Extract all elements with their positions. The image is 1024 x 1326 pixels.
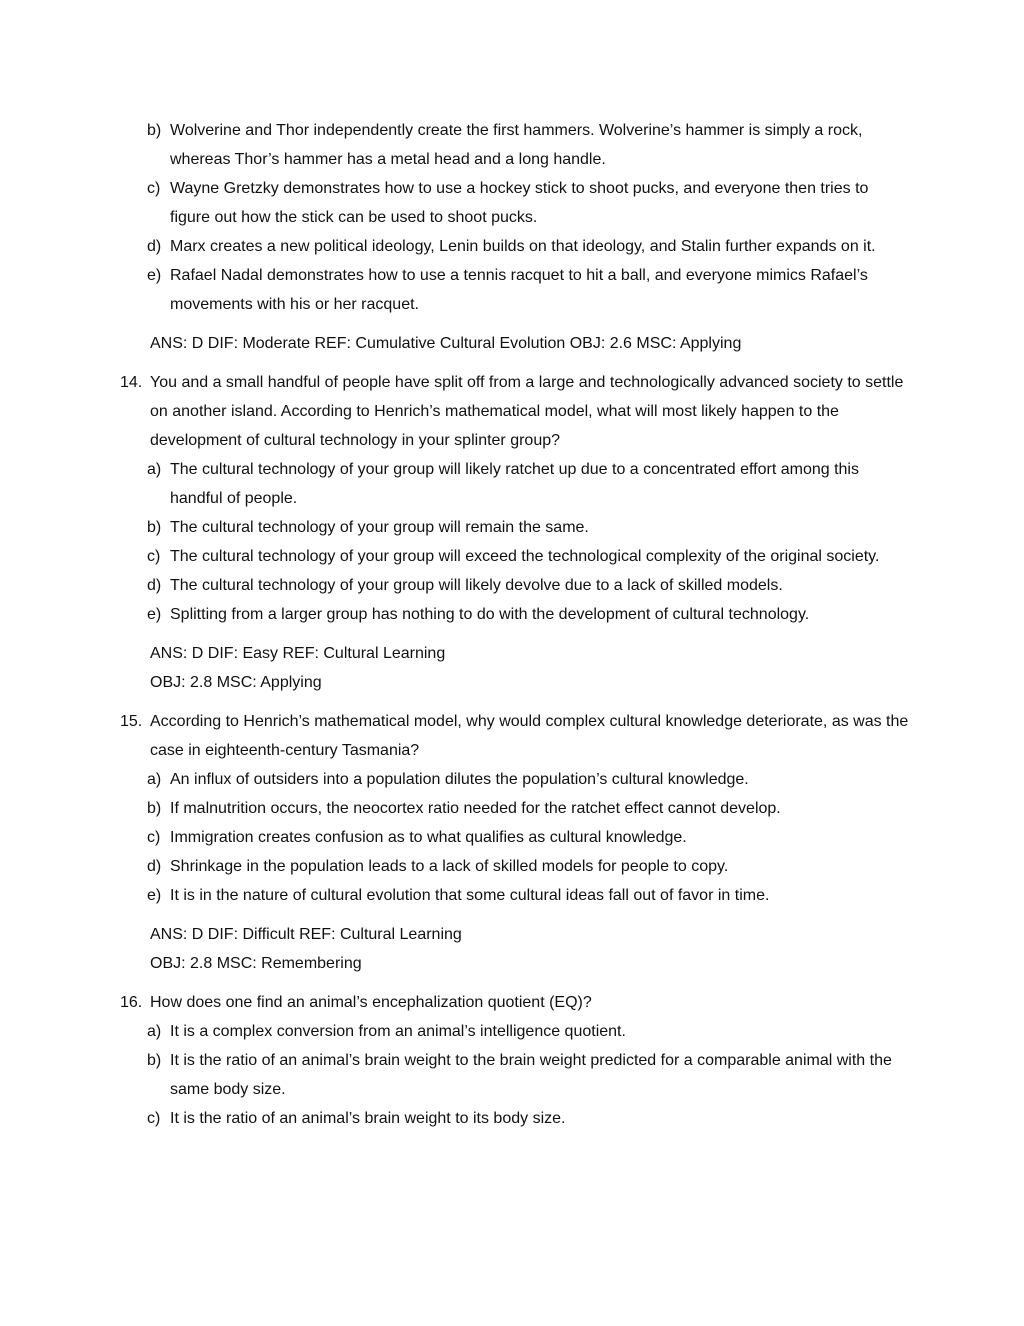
question-13-option-c xyxy=(0,174,910,232)
question-14-stem xyxy=(0,368,910,455)
option-label: e) xyxy=(147,887,162,904)
question-13 xyxy=(0,116,1024,358)
option-label: e) xyxy=(147,267,162,284)
option-label: c) xyxy=(147,548,161,565)
question-14-option-c xyxy=(0,542,910,571)
question-13-option-b xyxy=(0,116,910,174)
option-text: The cultural technology of your group will exceed the technological complexity of the original society. xyxy=(170,548,880,565)
option-text: Immigration creates confusion as to what qualifies as cultural knowledge. xyxy=(170,829,687,846)
question-text: According to Henrich’s mathematical model, why would complex cultural knowledge deteriorate, as was the case in eighteenth-century Tasmania? xyxy=(150,713,909,759)
option-text: Wolverine and Thor independently create the first hammers. Wolverine’s hammer is simply a rock, whereas Thor’s hammer has a metal head and a long handle. xyxy=(170,122,863,168)
question-16-option-b xyxy=(0,1046,910,1104)
option-text: Marx creates a new political ideology, Lenin builds on that ideology, and Stalin further expands on it. xyxy=(170,238,876,255)
option-text: The cultural technology of your group will remain the same. xyxy=(170,519,589,536)
question-14-answer-key: ANS: D DIF: Easy REF: Cultural Learning xyxy=(150,645,446,662)
document-page xyxy=(0,116,1024,1133)
question-14 xyxy=(0,368,1024,697)
option-text: It is the ratio of an animal’s brain weight to its body size. xyxy=(170,1110,566,1127)
option-label: b) xyxy=(147,1052,162,1069)
question-14-answer-objective: OBJ: 2.8 MSC: Applying xyxy=(150,674,322,691)
option-label: a) xyxy=(147,461,162,478)
question-14-option-a xyxy=(0,455,910,513)
question-13-answer-key: ANS: D DIF: Moderate REF: Cumulative Cultural Evolution OBJ: 2.6 MSC: Applying xyxy=(150,335,742,352)
option-label: b) xyxy=(147,519,162,536)
option-label: a) xyxy=(147,771,162,788)
question-15-option-a xyxy=(0,765,910,794)
question-15-answer-key: ANS: D DIF: Difficult REF: Cultural Learning xyxy=(150,926,462,943)
question-13-option-e xyxy=(0,261,910,319)
option-text: It is a complex conversion from an animal’s intelligence quotient. xyxy=(170,1023,626,1040)
question-15-stem xyxy=(0,707,910,765)
option-label: d) xyxy=(147,858,162,875)
option-text: Splitting from a larger group has nothing to do with the development of cultural technology. xyxy=(170,606,810,623)
option-label: d) xyxy=(147,238,162,255)
question-text: You and a small handful of people have split off from a large and technologically advanced society to settle on another island. According to Henrich’s mathematical model, what will most likely happen to the development of cultural technology in your splinter group? xyxy=(150,374,904,449)
option-text: Wayne Gretzky demonstrates how to use a hockey stick to shoot pucks, and everyone then tries to figure out how the stick can be used to shoot pucks. xyxy=(170,180,869,226)
question-15-option-e xyxy=(0,881,910,910)
option-text: The cultural technology of your group will likely ratchet up due to a concentrated effort among this handful of people. xyxy=(170,461,859,507)
option-text: It is in the nature of cultural evolution that some cultural ideas fall out of favor in time. xyxy=(170,887,770,904)
option-label: d) xyxy=(147,577,162,594)
option-label: b) xyxy=(147,800,162,817)
question-15-option-d xyxy=(0,852,910,881)
option-label: c) xyxy=(147,180,161,197)
question-16-stem xyxy=(0,988,910,1017)
question-15-option-b xyxy=(0,794,910,823)
option-text: An influx of outsiders into a population dilutes the population’s cultural knowledge. xyxy=(170,771,749,788)
question-13-option-d xyxy=(0,232,910,261)
option-label: b) xyxy=(147,122,162,139)
question-16 xyxy=(0,988,1024,1133)
question-text: How does one find an animal’s encephalization quotient (EQ)? xyxy=(150,994,592,1011)
option-text: The cultural technology of your group will likely devolve due to a lack of skilled models. xyxy=(170,577,783,594)
option-text: It is the ratio of an animal’s brain weight to the brain weight predicted for a comparable animal with the same body size. xyxy=(170,1052,892,1098)
option-text: Shrinkage in the population leads to a lack of skilled models for people to copy. xyxy=(170,858,729,875)
question-number: 16. xyxy=(120,994,143,1011)
question-number: 15. xyxy=(120,713,143,730)
option-label: a) xyxy=(147,1023,162,1040)
option-label: c) xyxy=(147,829,161,846)
option-label: c) xyxy=(147,1110,161,1127)
option-label: e) xyxy=(147,606,162,623)
question-16-option-c xyxy=(0,1104,910,1133)
question-number: 14. xyxy=(120,374,143,391)
option-text: Rafael Nadal demonstrates how to use a tennis racquet to hit a ball, and everyone mimics Rafael’s movements with his or her racquet. xyxy=(170,267,868,313)
option-text: If malnutrition occurs, the neocortex ratio needed for the ratchet effect cannot develop. xyxy=(170,800,781,817)
question-14-option-b xyxy=(0,513,910,542)
question-14-option-d xyxy=(0,571,910,600)
question-15 xyxy=(0,707,1024,978)
question-16-option-a xyxy=(0,1017,910,1046)
question-14-option-e xyxy=(0,600,910,629)
question-15-option-c xyxy=(0,823,910,852)
question-15-answer-objective: OBJ: 2.8 MSC: Remembering xyxy=(150,955,362,972)
